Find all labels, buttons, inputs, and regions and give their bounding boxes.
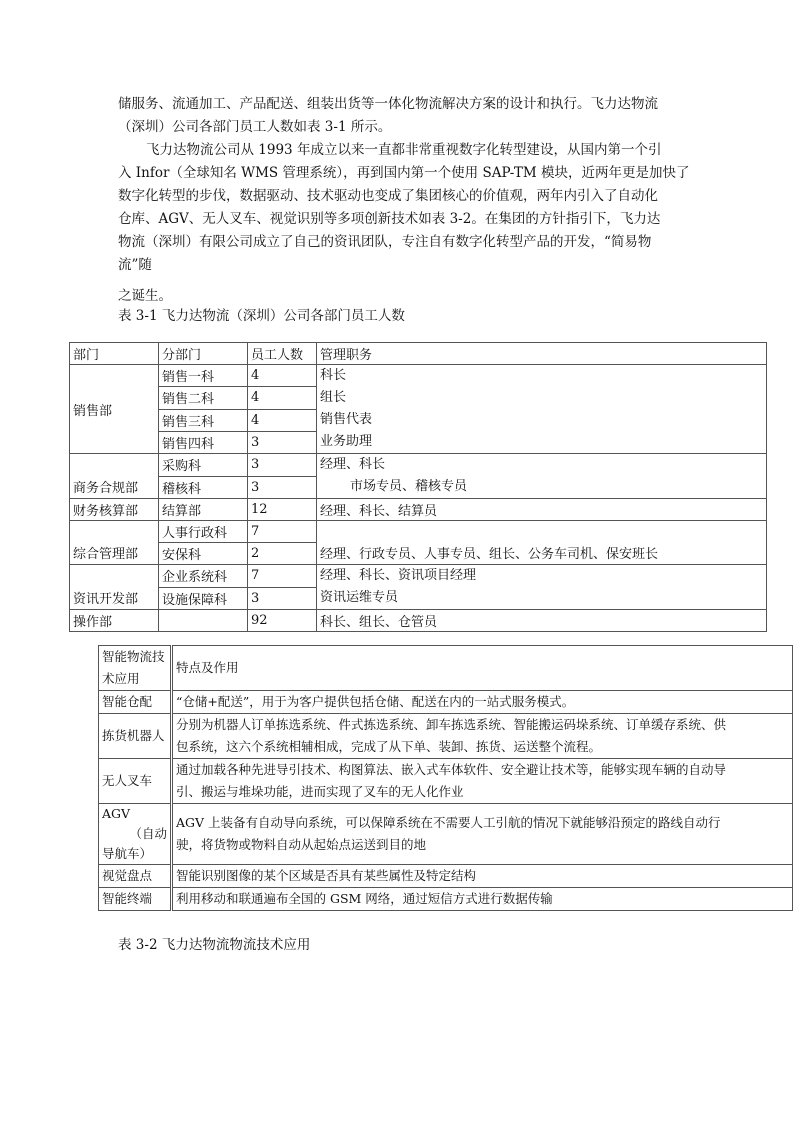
count-cell: 4 [248,409,317,431]
roles-cell: 科长、组长、仓管员 [317,610,767,632]
dept-cell: 资讯开发部 [70,565,159,610]
roles-cell [317,454,767,499]
table-row [70,454,767,477]
table-row [99,804,793,865]
tech-name-cell [99,804,172,865]
tech-name-cell: 智能仓配 [99,691,172,714]
name-line: AGV [102,806,131,821]
table2-caption: 表 3-2 飞力达物流物流技术应用 [118,937,311,953]
sub-dept-cell: 企业系统科 [159,565,248,588]
role-text: 市场专员、稽核专员 [350,479,468,494]
header-count: 员工人数 [248,343,317,365]
tech-name-cell: 视觉盘点 [99,865,172,888]
desc-line: 通过加载各种先进导引技术、构图算法、嵌入式车体软件、安全避让技术等，能够实现车辆的自动导 [176,762,727,777]
roles-cell [317,565,767,610]
count-cell: 7 [248,565,317,588]
roles-cell [317,365,767,454]
tech-name-cell: 智能终端 [99,888,172,911]
tech-desc-cell: 利用移动和联通遍布全国的 GSM 网络，通过短信方式进行数据传输 [172,888,793,911]
count-cell: 3 [248,476,317,499]
sub-dept-cell: 设施保障科 [159,587,248,610]
sub-dept-cell: 结算部 [159,499,248,521]
text-line: 物流（深圳）有限公司成立了自己的资讯团队，专注自有数字化转型产品的开发，“简易物 [118,234,652,250]
table-row [99,888,793,911]
sub-dept-cell: 采购科 [159,454,248,477]
count-cell: 3 [248,431,317,453]
dept-cell: 综合管理部 [70,521,159,565]
header-features: 特点及作用 [172,646,793,691]
name-line: （自动 [129,826,167,841]
header-tech [99,646,172,691]
header-sub-dept: 分部门 [159,343,248,365]
text-line: 储服务、流通加工、产品配送、组装出货等一体化物流解决方案的设计和执行。飞力达物流 [118,96,658,112]
table-row [99,759,793,804]
dept-cell: 商务合规部 [70,454,159,499]
count-cell: 4 [248,365,317,387]
tech-desc-cell [172,804,793,865]
header-roles: 管理职务 [317,343,767,365]
table-row [70,499,767,521]
text-line: 之诞生。 [118,288,172,304]
role-text: 业务助理 [320,434,373,449]
table-header-row [99,646,793,691]
department-staff-table [69,342,767,632]
role-text: 科长 [320,368,347,383]
table-row [99,865,793,888]
count-cell: 3 [248,454,317,477]
dept-cell: 操作部 [70,610,159,632]
text-line: 流”随 [118,257,152,273]
dept-cell: 销售部 [70,365,159,454]
dept-cell: 财务核算部 [70,499,159,521]
roles-cell: 经理、科长、结算员 [317,499,767,521]
table-row [99,714,793,759]
text-line: 仓库、AGV、无人叉车、视觉识别等多项创新技术如表 3-2。在集团的方针指引下，飞力达 [118,211,661,227]
desc-line: 引、搬运与堆垛功能，进而实现了叉车的无人化作业 [176,784,464,799]
sub-dept-cell: 销售三科 [159,409,248,431]
sub-dept-cell: 稽核科 [159,476,248,499]
table-row [70,521,767,543]
count-cell: 92 [248,610,317,632]
text-line: 入 Infor（全球知名 WMS 管理系统），再到国内第一个使用 SAP-TM 模块，近两年更是加快了 [118,165,690,181]
count-cell: 12 [248,499,317,521]
role-text: 销售代表 [320,412,373,427]
tech-desc-cell [172,714,793,759]
header-dept: 部门 [70,343,159,365]
sub-dept-cell [159,610,248,632]
text-line: （深圳）公司各部门员工人数如表 3-1 所示。 [118,119,392,135]
desc-line: 分别为机器人订单拣选系统、件式拣选系统、卸车拣选系统、智能搬运码垛系统、订单缓存系统、供 [176,717,727,732]
text-line: 数字化转型的步伐，数据驱动、技术驱动也变成了集团核心的价值观，两年内引入了自动化 [118,188,658,204]
role-text: 资讯运维专员 [320,590,399,605]
tech-desc-cell [172,759,793,804]
tech-desc-cell: “仓储+配送”，用于为客户提供包括仓储、配送在内的一站式服务模式。 [172,691,793,714]
sub-dept-cell: 销售一科 [159,365,248,387]
count-cell: 2 [248,543,317,565]
tech-desc-cell: 智能识别图像的某个区域是否具有某些属性及特定结构 [172,865,793,888]
sub-dept-cell: 销售二科 [159,387,248,409]
header-text: 智能物流技 [102,649,165,664]
text-line: 飞力达物流公司从 1993 年成立以来一直都非常重视数字化转型建设，从国内第一个引 [146,142,662,158]
table-row [70,610,767,632]
logistics-tech-table [98,645,793,911]
desc-line: 驶，将货物或物料自动从起始点运送到目的地 [176,837,427,852]
table-row [99,691,793,714]
desc-line: 包系统，这六个系统相辅相成，完成了从下单、装卸、拣货、运送整个流程。 [176,739,602,754]
table-header-row [70,343,767,365]
intro-paragraph-1 [118,93,674,139]
roles-cell: 经理、行政专员、人事专员、组长、公务车司机、保安班长 [317,521,767,565]
sub-dept-cell: 安保科 [159,543,248,565]
tech-name-cell: 无人叉车 [99,759,172,804]
count-cell: 4 [248,387,317,409]
desc-line: AGV 上装备有自动导向系统，可以保障系统在不需要人工引航的情况下就能够沿预定的路线自动行 [176,815,721,830]
sub-dept-cell: 销售四科 [159,431,248,453]
count-cell: 3 [248,587,317,610]
role-text: 组长 [320,390,347,405]
tech-name-cell: 拣货机器人 [99,714,172,759]
name-line: 导航车） [102,846,153,861]
count-cell: 7 [248,521,317,543]
sub-dept-cell: 人事行政科 [159,521,248,543]
role-text: 经理、科长、资讯项目经理 [320,568,477,583]
table-row [70,365,767,387]
table1-caption: 表 3-1 飞力达物流（深圳）公司各部门员工人数 [118,308,405,324]
header-text: 术应用 [102,671,140,686]
intro-paragraph-2 [118,139,690,277]
role-text: 经理、科长 [320,457,386,472]
table-row [70,565,767,588]
